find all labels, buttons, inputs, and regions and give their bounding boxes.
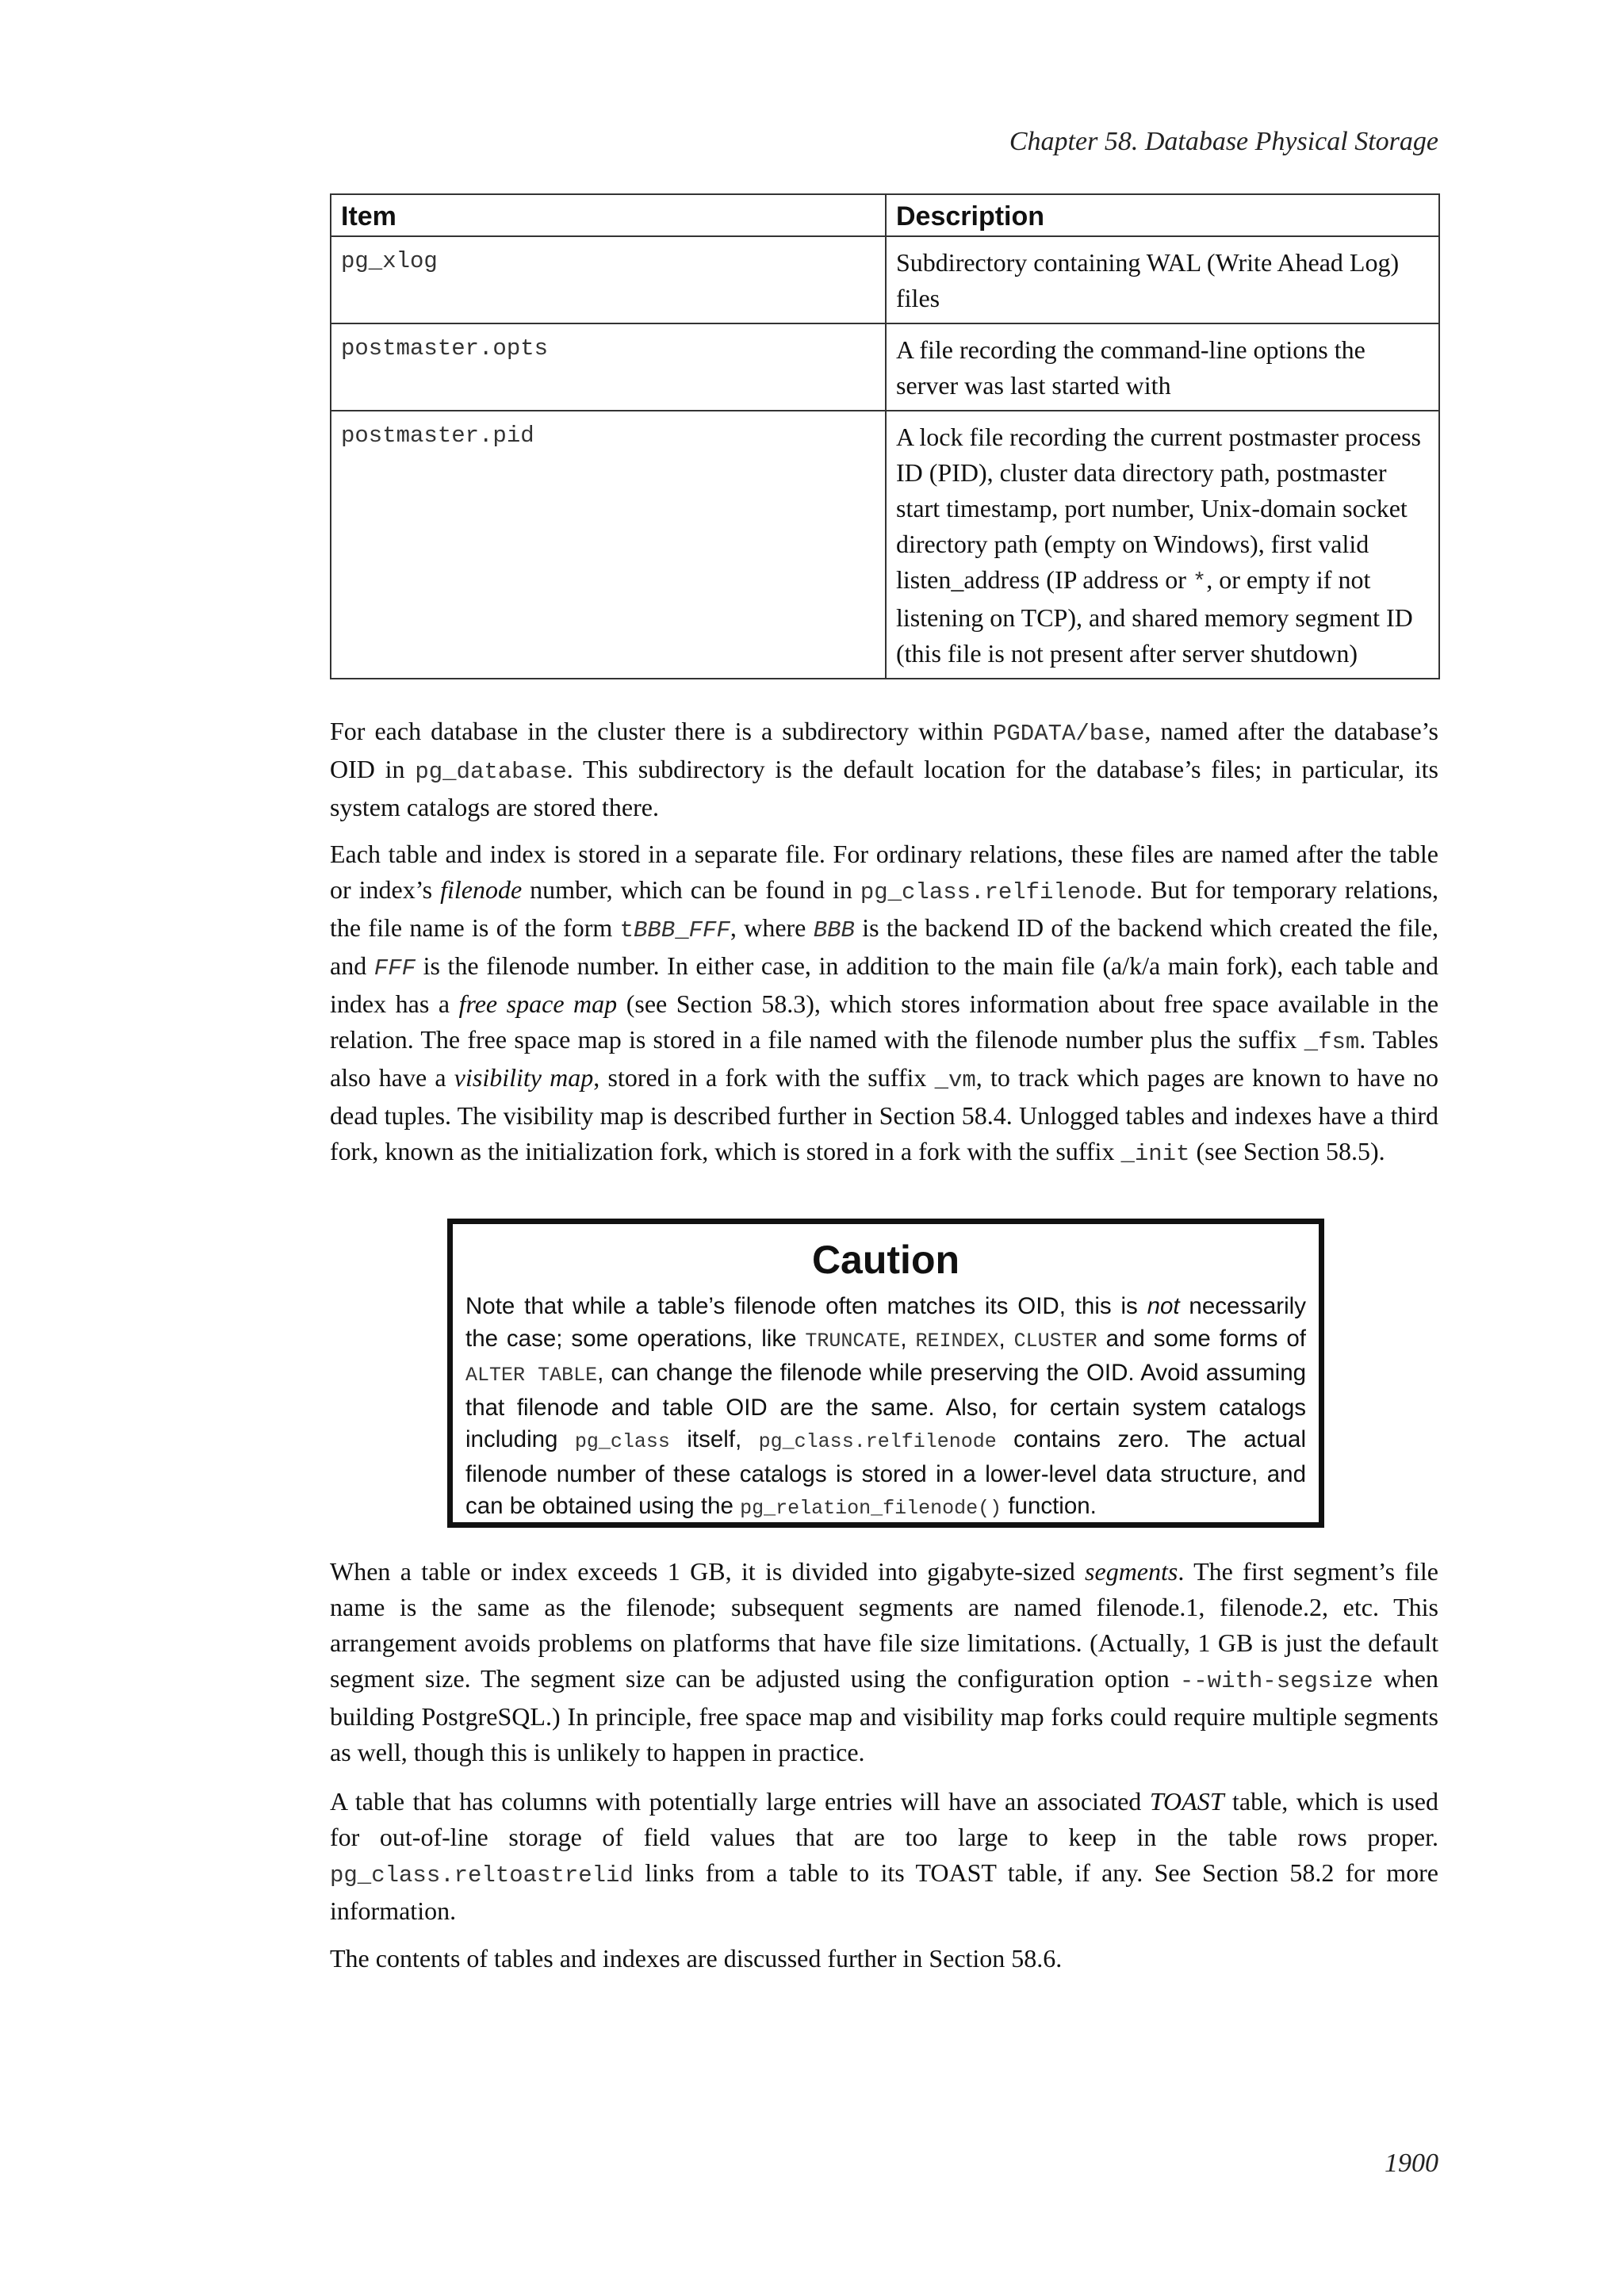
- page-number: 1900: [1385, 2149, 1438, 2178]
- inline-code: _fsm: [1304, 1029, 1360, 1055]
- description-cell: Subdirectory containing WAL (Write Ahead Log) files: [886, 236, 1439, 323]
- files-table: [330, 193, 1440, 679]
- inline-code: FFF: [373, 955, 416, 982]
- item-cell: postmaster.opts: [331, 323, 886, 411]
- inline-code: BBB: [813, 917, 855, 943]
- paragraph-segments: When a table or index exceeds 1 GB, it is divided into gigabyte-sized segments. The first segment’s file name is the same as the filenode; subsequent segments are named filenode.1, filenode.2, etc. This arrangement avoids problems on platforms that have file size limitations. (Actually, 1 GB is just the default segment size. The segment size can be adjusted using the configuration option --with-segsize when building PostgreSQL.) In principle, free space map and visibility map forks could require multiple segments as well, though this is unlikely to happen in practice.: [330, 1557, 1439, 1766]
- table-row: [331, 323, 1439, 411]
- paragraph-file-naming: Each table and index is stored in a separate file. For ordinary relations, these files are named after the table or index’s filenode number, which can be found in pg_class.relfilenode. But for temporary relations, the file name is of the form tBBB_FFF, where BBB is the backend ID of the backend which created the file, and FFF is the filenode number. In either case, in addition to the main file (a/k/a main fork), each table and index has a free space map (see Section 58.3), which stores information about free space available in the relation. The free space map is stored in a file named with the filenode number plus the suffix _fsm. Tables also have a visibility map, stored in a fork with the suffix _vm, to track which pages are known to have no dead tuples. The visibility map is described further in Section 58.4. Unlogged tables and indexes have a third fork, known as the initialization fork, which is stored in a fork with the suffix _init (see Section 58.5).: [330, 840, 1439, 1167]
- inline-code: *: [1192, 569, 1207, 595]
- inline-code: pg_class.relfilenode: [860, 879, 1136, 905]
- inline-code: PGDATA/base: [992, 721, 1145, 747]
- caution-box: [447, 1219, 1324, 1528]
- caution-text: Note that while a table’s filenode often matches its OID, this is not necessarily the case; some operations, like TRUNCATE, REINDEX, CLUSTER and some forms of ALTER TABLE, can change the filenode while preserving the OID. Avoid assuming that filenode and table OID are the same. Also, for certain system catalogs including pg_class itself, pg_class.relfilenode contains zero. The actual filenode number of these catalogs is stored in a lower-level data structure, and can be obtained using the pg_relation_filenode() function.: [465, 1293, 1307, 1520]
- item-cell: pg_xlog: [331, 236, 886, 323]
- inline-code: _vm: [934, 1067, 976, 1093]
- table-row: [331, 236, 1439, 323]
- inline-code: pg_database: [415, 759, 567, 785]
- item-cell: postmaster.pid: [331, 411, 886, 679]
- table-row: [331, 411, 1439, 679]
- column-header-description: Description: [886, 194, 1439, 236]
- running-header: Chapter 58. Database Physical Storage: [1009, 127, 1438, 156]
- description-cell: A file recording the command-line options the server was last started with: [886, 323, 1439, 411]
- caution-title: Caution: [811, 1238, 960, 1282]
- inline-code: --with-segsize: [1179, 1668, 1373, 1694]
- description-cell: A lock file recording the current postmaster process ID (PID), cluster data directory path, postmaster start timestamp, port number, Unix-domain socket directory path (empty on Windows), first valid listen_address (IP address or *, or empty if not listening on TCP), and shared memory segment ID (this file is not present after server shutdown): [886, 411, 1439, 679]
- table-header-row: [331, 194, 1439, 236]
- paragraph-toast: A table that has columns with potentially large entries will have an associated TOAST table, which is used for out-of-line storage of field values that are too large to keep in the table rows proper. pg_class.reltoastrelid links from a table to its TOAST table, if any. See Section 58.2 for more information.: [330, 1787, 1439, 1925]
- paragraph-database-subdirectories: For each database in the cluster there is a subdirectory within PGDATA/base, named after the database’s OID in pg_database. This subdirectory is the default location for the database’s files; in particular, its system catalogs are stored there.: [330, 717, 1439, 821]
- paragraph-contents: The contents of tables and indexes are discussed further in Section 58.6.: [330, 1944, 1063, 1973]
- inline-code: pg_class.reltoastrelid: [330, 1862, 634, 1888]
- column-header-item: Item: [331, 194, 886, 236]
- inline-code: _init: [1120, 1141, 1190, 1167]
